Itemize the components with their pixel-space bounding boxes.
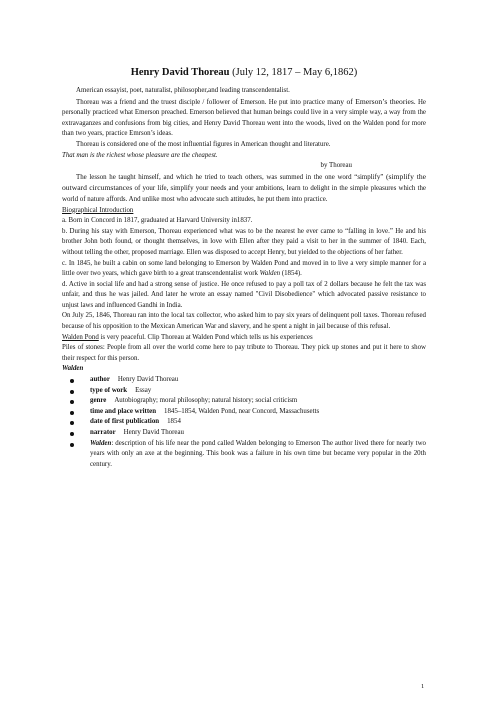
list-item: Walden: description of his life near the pond called Walden belonging to Emerson The author lived there for nearly two years with only an axe at the beginning. This book was a failure in his own time but became very popular in the 20th century.	[90, 439, 426, 471]
bio-item-c: c. In 1845, he built a cabin on some land belonging to Emerson by Walden Pond and moved in to live a very simple manner for a little over two years, which gave birth to a great transcendentalist work Walden (1854).	[62, 259, 426, 278]
walden-pond-paragraph: Walden Pond is very peaceful. Clip Thoreau at Walden Pond which tells us his experiences	[62, 333, 313, 341]
bio-item-a: a. Born in Concord in 1817, graduated at Harvard University in1837.	[62, 217, 253, 225]
bio-item-d: d. Active in social life and had a strong sense of justice. He once refused to pay a poll tax of 2 dollars because he felt the tax was unfair, and thus he was jailed. And later he wrote an essay named "Civil Disobedience" which advocated passive resistance to unjust laws and influenced Gandhi in India.	[62, 280, 426, 309]
quote-byline: by Thoreau	[320, 162, 352, 170]
walden-heading: Walden	[62, 365, 84, 373]
bullet-icon	[70, 390, 74, 394]
intro-paragraph: American essayist, poet, naturalist, philosopher,and leading transcendentalist.	[76, 87, 290, 94]
bullet-icon	[70, 400, 74, 404]
bullet-icon	[70, 411, 74, 415]
bullet-icon	[70, 443, 74, 447]
bio-item-b: b. During his stay with Emerson, Thoreau experienced what was to be the nearest he ever came to “falling in love.” He and his brother John both found, or thought themselves, in love with Ellen after they paid a visit to her in the summer of 1840. Each, without telling the other, proposed marriage. Ellen was disposed to accept Henry, but yielded to the objections of her father.	[62, 227, 426, 256]
bullet-icon	[70, 432, 74, 436]
piles-paragraph: Piles of stones: People from all over the world come here to pay tribute to Thoreau. They pick up stones and put it here to show their respect for this person.	[62, 344, 426, 362]
influence-paragraph: Thoreau is considered one of the most influential figures in American thought and literature.	[76, 140, 331, 148]
list-item: type of work Essay	[90, 386, 426, 397]
emerson-paragraph: Thoreau was a friend and the truest disciple / follower of Emerson. He put into practice many of Emerson’s theories. He personally practiced what Emerson preached. Emerson believed that human beings could live in a very simple way, a way from the extravaganzes and confusions from big cities, and Henry David Thoreau went into the woods, lived on the Walden pond for more than two years, practice Emrson’s ideas.	[62, 96, 426, 138]
tax-paragraph: On July 25, 1846, Thoreau ran into the local tax collector, who asked him to pay six years of delinquent poll taxes. Thoreau refused because of his opposition to the Mexican American War and slavery, and he spent a night in jail because of this refusal.	[62, 312, 426, 331]
page-title	[62, 66, 426, 80]
title-name: Henry David Thoreau	[130, 67, 230, 78]
list-item: author Henry David Thoreau	[90, 375, 426, 386]
bullet-icon	[70, 379, 74, 383]
bio-heading: Biographical Introduction	[62, 206, 134, 214]
bullet-icon	[70, 421, 74, 425]
list-item: genre Autobiography; moral philosophy; natural history; social criticism	[90, 396, 426, 407]
document-page	[62, 66, 426, 470]
title-dates: (July 12, 1817 – May 6,1862)	[232, 67, 358, 78]
walden-facts-list	[62, 375, 426, 470]
list-item: narrator Henry David Thoreau	[90, 428, 426, 439]
list-item: time and place written 1845–1854, Walden Pond, near Concord, Massachusetts	[90, 407, 426, 418]
page-number: 1	[421, 683, 425, 690]
quote: That man is the richest whose pleasure are the cheapest.	[62, 151, 218, 159]
simplify-paragraph: The lesson he taught himself, and which he tried to teach others, was summed in the one word “simplify” (simplify the outward circumstances of your life, simplify your needs and your ambitions, learn to delight in the simple pleasures which the world of nature affords. And unlike most who advocate such attitudes, he put them into practice.	[62, 171, 426, 203]
list-item: date of first publication 1854	[90, 417, 426, 428]
